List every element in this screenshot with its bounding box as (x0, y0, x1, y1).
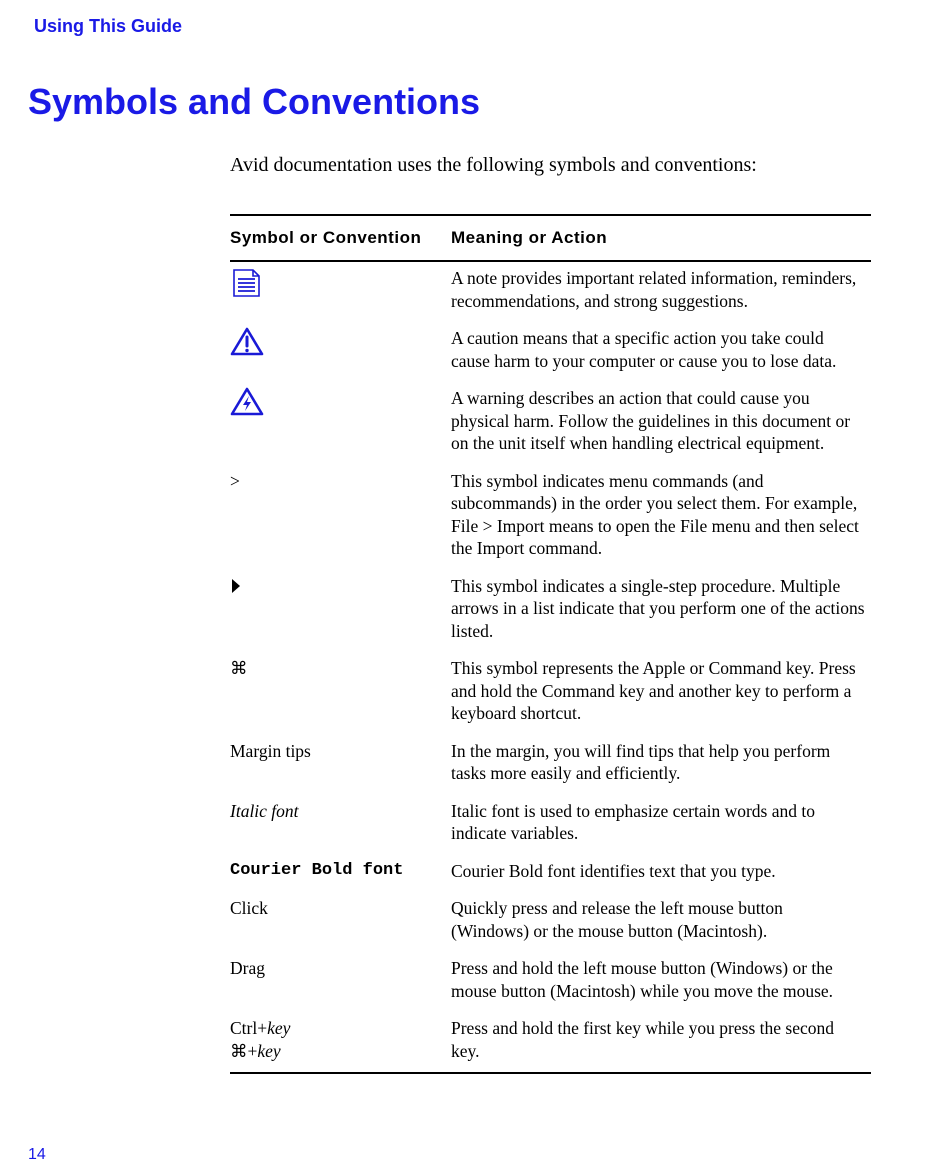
col-header-symbol: Symbol or Convention (230, 228, 422, 247)
conventions-table (230, 214, 871, 1074)
meaning-command-key: This symbol represents the Apple or Command key. Press and hold the Command key and another key to perform a keyboard shortcut. (451, 658, 856, 723)
table-row (230, 897, 871, 942)
key-variable: key (267, 1018, 291, 1038)
meaning-margin-tips: In the margin, you will find tips that help you perform tasks more easily and efficiently. (451, 740, 831, 783)
meaning-warning: A warning describes an action that could cause you physical harm. Follow the guidelines in this document or on the unit itself when handling electrical equipment. (451, 388, 851, 453)
table-row (230, 657, 871, 725)
symbol-margin-tips: Margin tips (230, 740, 311, 761)
running-head: Using This Guide (34, 16, 183, 36)
ctrl-prefix: Ctrl+ (230, 1018, 268, 1038)
warning-icon (230, 387, 451, 455)
symbol-italic-font: Italic font (230, 800, 299, 821)
table-row (230, 470, 871, 560)
symbol-courier-bold: Courier Bold font (230, 860, 404, 880)
meaning-note: A note provides important related information, reminders, recommendations, and strong suggestions. (451, 268, 857, 311)
ctrl-key-combo (230, 1017, 451, 1040)
meaning-caution: A caution means that a specific action you take could cause harm to your computer or cause you to lose data. (451, 328, 837, 371)
symbol-click: Click (230, 898, 268, 918)
symbol-key-combo (230, 1017, 451, 1062)
symbol-drag: Drag (230, 958, 265, 978)
command-prefix: ⌘+ (230, 1040, 258, 1061)
table-row (230, 800, 871, 845)
table-row (230, 1017, 871, 1062)
table-row (230, 740, 871, 785)
meaning-courier-bold: Courier Bold font identifies text that you type. (451, 860, 776, 881)
page-number: 14 (28, 1146, 46, 1163)
page-title: Symbols and Conventions (28, 81, 481, 122)
table-row (230, 327, 871, 372)
meaning-key-combo: Press and hold the first key while you press the second key. (451, 1018, 834, 1061)
table-row (230, 267, 871, 312)
arrow-right-icon (230, 575, 451, 643)
meaning-menu-commands: This symbol indicates menu commands (and subcommands) in the order you select them. For example, File > Import means to open the File menu and then select the Import command. (451, 470, 859, 558)
intro-text: Avid documentation uses the following symbols and conventions: (230, 154, 757, 176)
meaning-italic-font: Italic font is used to emphasize certain words and to indicate variables. (451, 800, 815, 843)
table-row (230, 387, 871, 455)
symbol-greater-than: > (230, 470, 240, 491)
table-header (230, 216, 871, 262)
note-icon (230, 267, 451, 312)
meaning-drag: Press and hold the left mouse button (Windows) or the mouse button (Macintosh) while you move the mouse. (451, 958, 834, 1001)
command-key-symbol: ⌘ (230, 658, 248, 678)
col-header-meaning: Meaning or Action (451, 228, 608, 247)
key-variable: key (257, 1040, 281, 1061)
caution-icon (230, 327, 451, 372)
table-row (230, 860, 871, 883)
meaning-single-step: This symbol indicates a single-step procedure. Multiple arrows in a list indicate that you perform one of the actions listed. (451, 575, 865, 641)
meaning-click: Quickly press and release the left mouse button (Windows) or the mouse button (Macintosh). (451, 898, 783, 941)
table-row (230, 575, 871, 643)
command-key-combo (230, 1040, 451, 1063)
table-row (230, 957, 871, 1002)
